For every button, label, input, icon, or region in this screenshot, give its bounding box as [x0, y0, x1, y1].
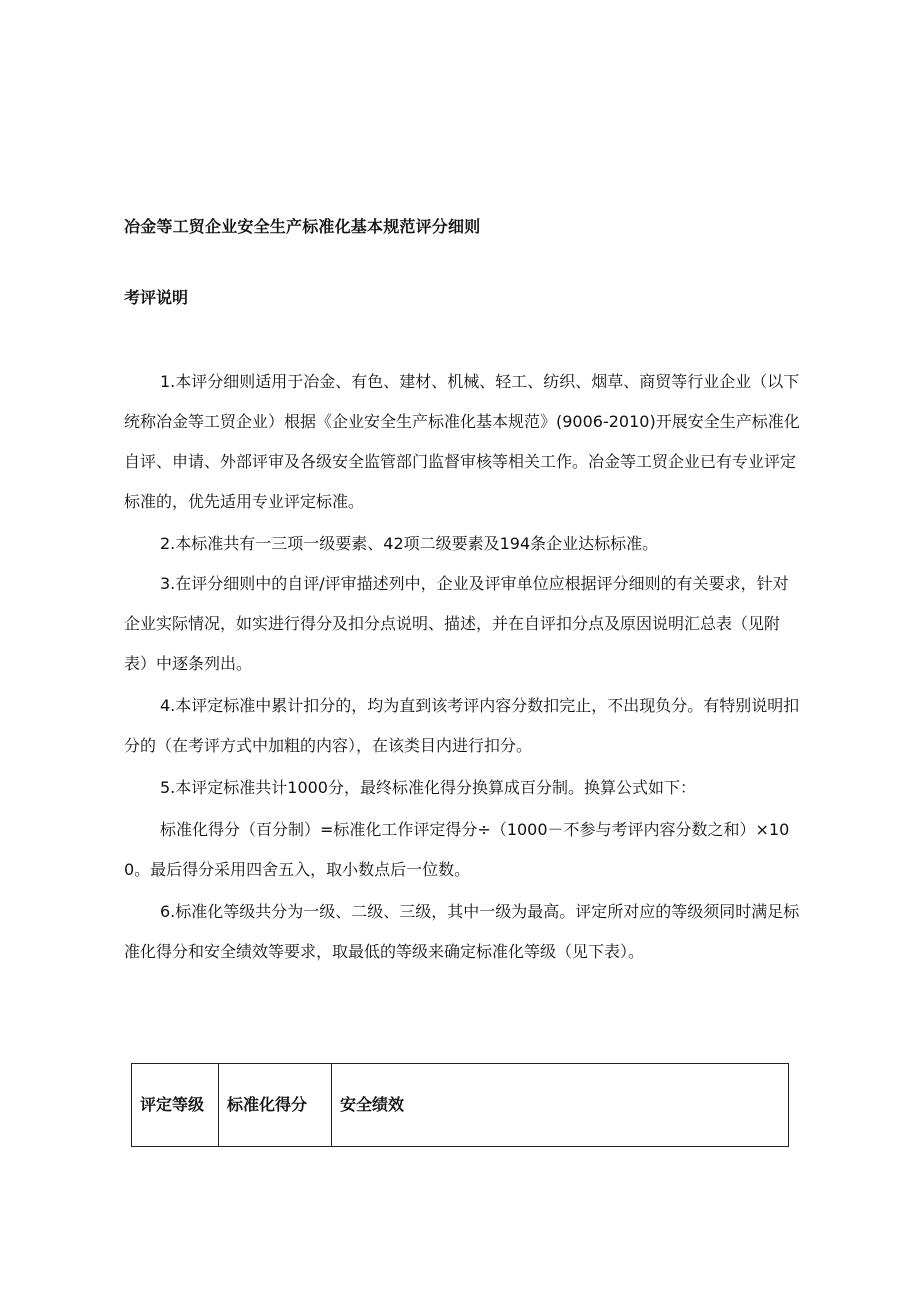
header-performance: 安全绩效 [332, 1064, 789, 1147]
document-title: 冶金等工贸企业安全生产标准化基本规范评分细则 [124, 217, 481, 236]
paragraph-total-score: 5.本评定标准共计1000分，最终标准化得分换算成百分制。换算公式如下： [160, 778, 696, 797]
paragraph-formula: 标准化得分（百分制）=标准化工作评定得分÷（1000－不参与考评内容分数之和）×100。最后得分采用四舍五入，取小数点后一位数。 [124, 820, 790, 879]
paragraph-deduction: 4.本评定标准中累计扣分的，均为直到该考评内容分数扣完止，不出现负分。有特别说明扣分的（在考评方式中加粗的内容），在该类目内进行扣分。 [124, 696, 800, 755]
header-grade: 评定等级 [132, 1064, 219, 1147]
grade-table [131, 1063, 789, 1147]
paragraph-elements: 2.本标准共有一三项一级要素、42项二级要素及194条企业达标标准。 [160, 534, 659, 553]
paragraph-scope: 1.本评分细则适用于冶金、有色、建材、机械、轻工、纺织、烟草、商贸等行业企业（以下统称冶金等工贸企业）根据《企业安全生产标准化基本规范》(9006-2010)开展安全生产标准化自评、申请、外部评审及各级安全监管部门监督审核等相关工作。冶金等工贸企业已有专业评定标准的，优先适用专业评定标准。 [124, 372, 800, 511]
section-heading: 考评说明 [124, 288, 189, 307]
header-score: 标准化得分 [219, 1064, 332, 1147]
table-header-row [132, 1064, 789, 1147]
paragraph-grade-levels: 6.标准化等级共分为一级、二级、三级，其中一级为最高。评定所对应的等级须同时满足标准化得分和安全绩效等要求，取最低的等级来确定标准化等级（见下表）。 [124, 902, 800, 961]
paragraph-self-evaluation: 3.在评分细则中的自评/评审描述列中，企业及评审单位应根据评分细则的有关要求，针对企业实际情况，如实进行得分及扣分点说明、描述，并在自评扣分点及原因说明汇总表（见附表）中逐条列出。 [124, 574, 789, 673]
